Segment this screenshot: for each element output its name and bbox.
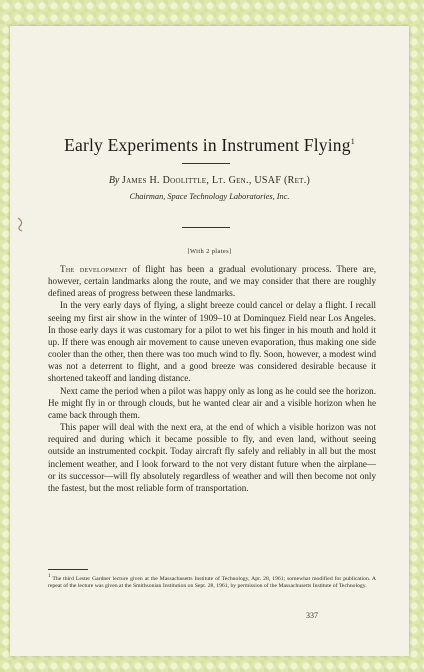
footnote-mark: 1 [48, 574, 51, 579]
paragraph [48, 299, 376, 384]
paragraph [48, 421, 376, 494]
article-title [10, 135, 409, 156]
paragraph-text: In the very early days of flying, a slight breeze could cancel or delay a flight. I recall seeing my first air show in the winter of 1909–10 at Dominquez Field near Los Angeles. In those early days it was customary for a pilot to wet his finger in his mouth and hold it up. If there was enough air movement to cause uneven evaporation, thus making one side cooler than the other, then there was too much wind to fly. Soon, however, a modest wind was not a deterrent to flight, and a good breeze was considered desirable because it shortened takeoff and landing distance. [48, 300, 376, 384]
footnote [48, 573, 376, 590]
author-divider [182, 227, 230, 228]
paragraph-text: Next came the period when a pilot was happy only as long as he could see the horizon. He might fly in or through clouds, but he wanted clear air and a visible horizon when he came back through them. [48, 385, 376, 420]
footnote-divider [48, 569, 88, 570]
binding-thread-mark [16, 216, 26, 232]
title-footnote-mark: 1 [350, 137, 355, 147]
title-divider [182, 163, 230, 164]
paragraph-lead: The development [60, 264, 128, 274]
article-body [48, 263, 376, 494]
paragraph [48, 263, 376, 299]
author-by: By [108, 175, 120, 186]
plates-note: [With 2 plates] [187, 248, 232, 255]
footnote-text: The third Lester Gardner lecture given at the Massachusetts Institute of Technology, Apr. 28, 1961; somewhat modified for publication. A repeat of the lecture was given at the Smithsonian Institution on Sept. 28, 1961, by permission of the Massachusetts Institute of Technology. [48, 575, 376, 590]
title-text: Early Experiments in Instrument Flying [64, 135, 351, 155]
paragraph-text: of flight has been a gradual evolutionary process. There are, however, certain landmarks along the route, and we may consider that there are roughly defined areas of progress between these landmarks. [48, 264, 377, 299]
author-affiliation: Chairman, Space Technology Laboratories, Inc. [129, 192, 290, 201]
author-line [10, 175, 409, 186]
paragraph-text: This paper will deal with the next era, at the end of which a visible horizon was not required and during which it became possible to fly, and even land, without seeing outside an instrumented cockpit. Today aircraft fly safely and reliably in all but the most inclement weather, and I look forward to the not very distant future when the airplane—or its successor—will fly absolutely regardless of weather and will then become not only the fastest, but the most reliable form of transportation. [48, 422, 376, 493]
page-number: 337 [306, 611, 318, 620]
document-page [10, 26, 409, 656]
author-name: James H. Doolittle, Lt. Gen., USAF (Ret.) [121, 175, 311, 186]
paragraph [48, 385, 376, 421]
